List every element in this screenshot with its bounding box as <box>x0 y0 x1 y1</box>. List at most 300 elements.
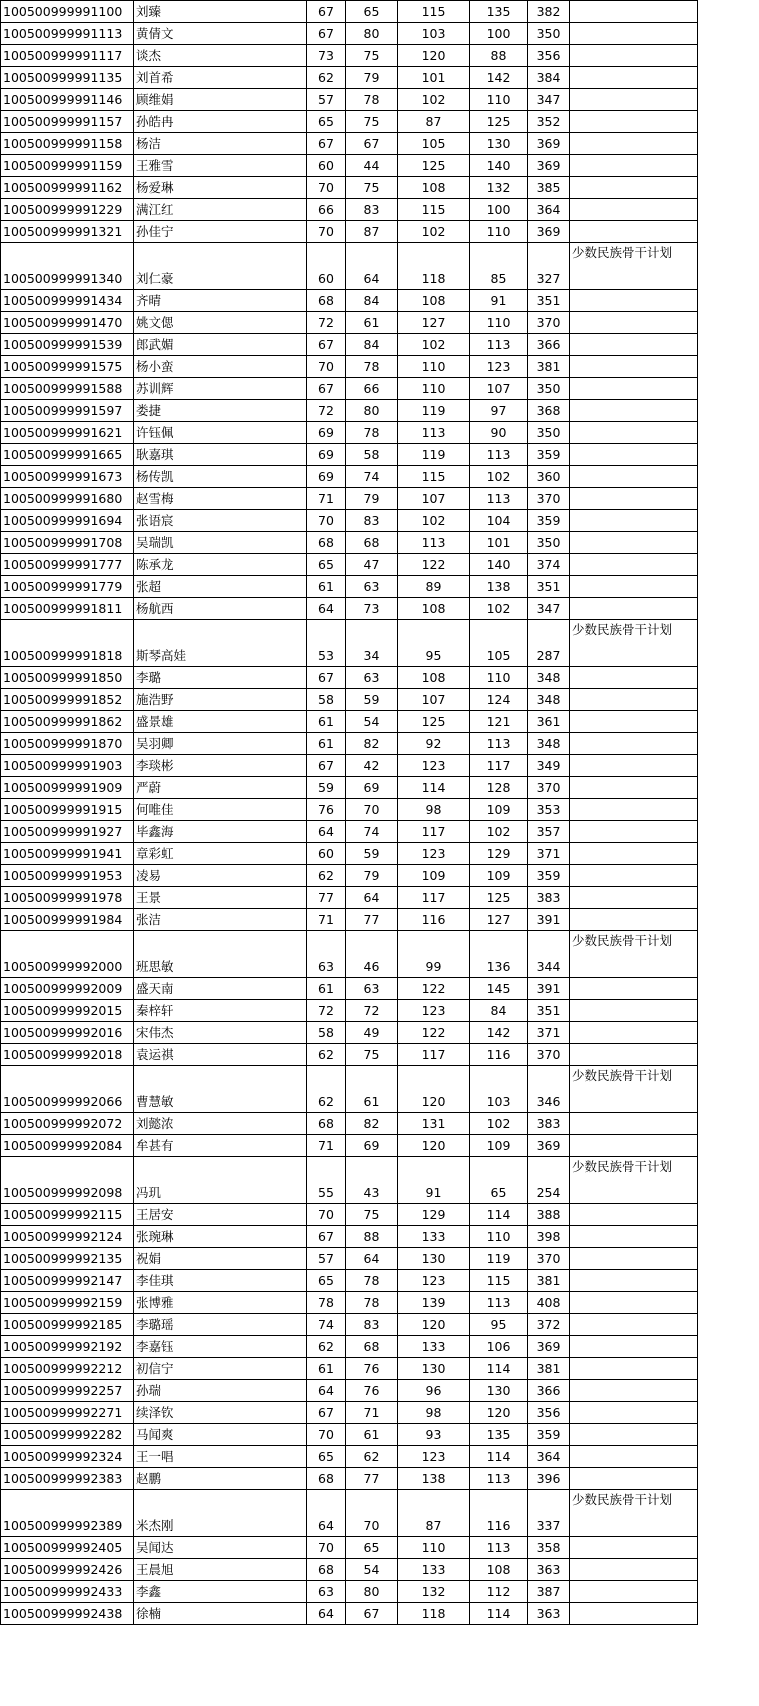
table-row <box>1 1292 698 1314</box>
remark-cell <box>570 1 698 23</box>
score-4-cell: 113 <box>470 488 528 510</box>
name-cell: 孙皓冉 <box>134 111 307 133</box>
score-1-cell: 59 <box>307 777 346 799</box>
score-2-cell: 59 <box>346 689 398 711</box>
score-1-cell: 60 <box>307 243 346 290</box>
name-cell: 马闻爽 <box>134 1424 307 1446</box>
table-row <box>1 576 698 598</box>
table-row <box>1 1113 698 1135</box>
score-2-cell: 77 <box>346 1468 398 1490</box>
score-2-cell: 59 <box>346 843 398 865</box>
score-2-cell: 79 <box>346 488 398 510</box>
table-row <box>1 1135 698 1157</box>
score-4-cell: 135 <box>470 1424 528 1446</box>
score-3-cell: 117 <box>398 1044 470 1066</box>
name-cell: 娄捷 <box>134 400 307 422</box>
total-score-cell: 348 <box>528 689 570 711</box>
score-3-cell: 102 <box>398 510 470 532</box>
exam-id-cell: 100500999992084 <box>1 1135 134 1157</box>
total-score-cell: 387 <box>528 1581 570 1603</box>
score-2-cell: 44 <box>346 155 398 177</box>
score-3-cell: 118 <box>398 243 470 290</box>
score-1-cell: 67 <box>307 755 346 777</box>
remark-cell <box>570 111 698 133</box>
total-score-cell: 384 <box>528 67 570 89</box>
score-1-cell: 57 <box>307 1248 346 1270</box>
remark-cell <box>570 1022 698 1044</box>
total-score-cell: 363 <box>528 1603 570 1625</box>
name-cell: 张琬琳 <box>134 1226 307 1248</box>
score-4-cell: 113 <box>470 733 528 755</box>
name-cell: 章彩虹 <box>134 843 307 865</box>
score-3-cell: 127 <box>398 312 470 334</box>
score-2-cell: 82 <box>346 733 398 755</box>
score-4-cell: 142 <box>470 67 528 89</box>
exam-id-cell: 100500999992426 <box>1 1559 134 1581</box>
score-2-cell: 66 <box>346 378 398 400</box>
table-row <box>1 777 698 799</box>
score-1-cell: 70 <box>307 356 346 378</box>
name-cell: 秦梓轩 <box>134 1000 307 1022</box>
exam-id-cell: 100500999991680 <box>1 488 134 510</box>
score-1-cell: 62 <box>307 865 346 887</box>
remark-cell <box>570 334 698 356</box>
score-4-cell: 110 <box>470 1226 528 1248</box>
score-3-cell: 103 <box>398 23 470 45</box>
score-1-cell: 67 <box>307 667 346 689</box>
total-score-cell: 370 <box>528 488 570 510</box>
score-1-cell: 55 <box>307 1157 346 1204</box>
score-4-cell: 110 <box>470 312 528 334</box>
score-2-cell: 76 <box>346 1380 398 1402</box>
total-score-cell: 385 <box>528 177 570 199</box>
remark-cell <box>570 1248 698 1270</box>
score-3-cell: 105 <box>398 133 470 155</box>
total-score-cell: 370 <box>528 312 570 334</box>
score-4-cell: 145 <box>470 978 528 1000</box>
exam-id-cell: 100500999991588 <box>1 378 134 400</box>
table-row <box>1 155 698 177</box>
score-2-cell: 42 <box>346 755 398 777</box>
name-cell: 袁运祺 <box>134 1044 307 1066</box>
total-score-cell: 382 <box>528 1 570 23</box>
score-4-cell: 85 <box>470 243 528 290</box>
score-3-cell: 133 <box>398 1336 470 1358</box>
score-4-cell: 103 <box>470 1066 528 1113</box>
score-4-cell: 120 <box>470 1402 528 1424</box>
score-4-cell: 115 <box>470 1270 528 1292</box>
table-row <box>1 1000 698 1022</box>
name-cell: 徐楠 <box>134 1603 307 1625</box>
table-row <box>1 1468 698 1490</box>
score-3-cell: 102 <box>398 334 470 356</box>
remark-cell <box>570 1226 698 1248</box>
score-1-cell: 72 <box>307 312 346 334</box>
exam-id-cell: 100500999991915 <box>1 799 134 821</box>
name-cell: 吴羽卿 <box>134 733 307 755</box>
score-1-cell: 63 <box>307 931 346 978</box>
name-cell: 刘仁豪 <box>134 243 307 290</box>
exam-id-cell: 100500999992271 <box>1 1402 134 1424</box>
table-row <box>1 111 698 133</box>
name-cell: 王晨旭 <box>134 1559 307 1581</box>
table-row <box>1 1537 698 1559</box>
remark-cell <box>570 755 698 777</box>
remark-cell <box>570 799 698 821</box>
total-score-cell: 381 <box>528 1358 570 1380</box>
table-row <box>1 755 698 777</box>
remark-cell <box>570 1270 698 1292</box>
score-2-cell: 75 <box>346 111 398 133</box>
score-2-cell: 73 <box>346 598 398 620</box>
remark-cell <box>570 89 698 111</box>
score-4-cell: 135 <box>470 1 528 23</box>
score-4-cell: 112 <box>470 1581 528 1603</box>
score-4-cell: 95 <box>470 1314 528 1336</box>
name-cell: 张超 <box>134 576 307 598</box>
score-3-cell: 114 <box>398 777 470 799</box>
score-1-cell: 61 <box>307 576 346 598</box>
score-3-cell: 115 <box>398 466 470 488</box>
total-score-cell: 366 <box>528 334 570 356</box>
score-4-cell: 65 <box>470 1157 528 1204</box>
score-1-cell: 69 <box>307 444 346 466</box>
table-row <box>1 221 698 243</box>
total-score-cell: 370 <box>528 1248 570 1270</box>
score-3-cell: 120 <box>398 1066 470 1113</box>
table-row <box>1 909 698 931</box>
score-4-cell: 84 <box>470 1000 528 1022</box>
exam-id-cell: 100500999991321 <box>1 221 134 243</box>
exam-id-cell: 100500999991850 <box>1 667 134 689</box>
score-2-cell: 65 <box>346 1 398 23</box>
score-2-cell: 79 <box>346 67 398 89</box>
exam-id-cell: 100500999991157 <box>1 111 134 133</box>
score-3-cell: 102 <box>398 89 470 111</box>
score-3-cell: 133 <box>398 1226 470 1248</box>
score-1-cell: 58 <box>307 689 346 711</box>
name-cell: 斯琴高娃 <box>134 620 307 667</box>
score-3-cell: 123 <box>398 1270 470 1292</box>
total-score-cell: 348 <box>528 733 570 755</box>
remark-cell <box>570 576 698 598</box>
exam-id-cell: 100500999992135 <box>1 1248 134 1270</box>
name-cell: 杨航西 <box>134 598 307 620</box>
total-score-cell: 370 <box>528 1044 570 1066</box>
table-row <box>1 1204 698 1226</box>
score-1-cell: 64 <box>307 821 346 843</box>
score-2-cell: 68 <box>346 1336 398 1358</box>
score-4-cell: 113 <box>470 1537 528 1559</box>
table-row <box>1 356 698 378</box>
score-1-cell: 62 <box>307 67 346 89</box>
score-4-cell: 104 <box>470 510 528 532</box>
score-2-cell: 70 <box>346 1490 398 1537</box>
remark-cell <box>570 777 698 799</box>
score-3-cell: 116 <box>398 909 470 931</box>
exam-id-cell: 100500999992015 <box>1 1000 134 1022</box>
exam-id-cell: 100500999991708 <box>1 532 134 554</box>
table-row <box>1 243 698 290</box>
total-score-cell: 369 <box>528 1135 570 1157</box>
table-row <box>1 177 698 199</box>
score-4-cell: 132 <box>470 177 528 199</box>
score-3-cell: 108 <box>398 598 470 620</box>
score-4-cell: 140 <box>470 155 528 177</box>
total-score-cell: 368 <box>528 400 570 422</box>
score-3-cell: 102 <box>398 221 470 243</box>
exam-id-cell: 100500999991159 <box>1 155 134 177</box>
remark-cell: 少数民族骨干计划 <box>570 1066 698 1113</box>
exam-id-cell: 100500999991158 <box>1 133 134 155</box>
score-1-cell: 57 <box>307 89 346 111</box>
total-score-cell: 348 <box>528 667 570 689</box>
exam-id-cell: 100500999992009 <box>1 978 134 1000</box>
exam-id-cell: 100500999992000 <box>1 931 134 978</box>
remark-cell <box>570 1204 698 1226</box>
total-score-cell: 374 <box>528 554 570 576</box>
remark-cell: 少数民族骨干计划 <box>570 931 698 978</box>
score-4-cell: 113 <box>470 1468 528 1490</box>
name-cell: 苏训辉 <box>134 378 307 400</box>
exam-id-cell: 100500999991673 <box>1 466 134 488</box>
score-3-cell: 123 <box>398 755 470 777</box>
score-2-cell: 68 <box>346 532 398 554</box>
remark-cell <box>570 155 698 177</box>
score-1-cell: 78 <box>307 1292 346 1314</box>
name-cell: 孙瑞 <box>134 1380 307 1402</box>
remark-cell: 少数民族骨干计划 <box>570 243 698 290</box>
score-1-cell: 72 <box>307 1000 346 1022</box>
name-cell: 牟甚有 <box>134 1135 307 1157</box>
score-3-cell: 99 <box>398 931 470 978</box>
total-score-cell: 408 <box>528 1292 570 1314</box>
table-row <box>1 1 698 23</box>
remark-cell <box>570 711 698 733</box>
score-1-cell: 65 <box>307 1270 346 1292</box>
score-4-cell: 136 <box>470 931 528 978</box>
total-score-cell: 327 <box>528 243 570 290</box>
table-row <box>1 1358 698 1380</box>
score-1-cell: 72 <box>307 400 346 422</box>
score-1-cell: 71 <box>307 1135 346 1157</box>
total-score-cell: 357 <box>528 821 570 843</box>
score-3-cell: 129 <box>398 1204 470 1226</box>
score-4-cell: 90 <box>470 422 528 444</box>
score-1-cell: 62 <box>307 1066 346 1113</box>
score-1-cell: 67 <box>307 23 346 45</box>
total-score-cell: 363 <box>528 1559 570 1581</box>
remark-cell <box>570 488 698 510</box>
score-1-cell: 66 <box>307 199 346 221</box>
total-score-cell: 364 <box>528 199 570 221</box>
exam-id-cell: 100500999992389 <box>1 1490 134 1537</box>
score-2-cell: 75 <box>346 1204 398 1226</box>
score-1-cell: 67 <box>307 1 346 23</box>
score-1-cell: 65 <box>307 1446 346 1468</box>
table-row <box>1 400 698 422</box>
score-2-cell: 74 <box>346 466 398 488</box>
score-1-cell: 68 <box>307 1468 346 1490</box>
score-2-cell: 77 <box>346 909 398 931</box>
score-2-cell: 84 <box>346 334 398 356</box>
total-score-cell: 371 <box>528 843 570 865</box>
score-3-cell: 110 <box>398 1537 470 1559</box>
total-score-cell: 369 <box>528 155 570 177</box>
score-4-cell: 88 <box>470 45 528 67</box>
name-cell: 王雅雪 <box>134 155 307 177</box>
score-2-cell: 75 <box>346 177 398 199</box>
total-score-cell: 351 <box>528 576 570 598</box>
remark-cell <box>570 821 698 843</box>
table-row <box>1 23 698 45</box>
name-cell: 张博雅 <box>134 1292 307 1314</box>
score-4-cell: 102 <box>470 821 528 843</box>
score-2-cell: 64 <box>346 243 398 290</box>
total-score-cell: 352 <box>528 111 570 133</box>
score-4-cell: 140 <box>470 554 528 576</box>
score-1-cell: 68 <box>307 532 346 554</box>
table-row <box>1 312 698 334</box>
name-cell: 李鑫 <box>134 1581 307 1603</box>
remark-cell <box>570 532 698 554</box>
score-3-cell: 89 <box>398 576 470 598</box>
score-3-cell: 107 <box>398 488 470 510</box>
remark-cell <box>570 133 698 155</box>
score-2-cell: 62 <box>346 1446 398 1468</box>
name-cell: 姚文偲 <box>134 312 307 334</box>
score-4-cell: 125 <box>470 887 528 909</box>
name-cell: 杨小蛮 <box>134 356 307 378</box>
score-4-cell: 116 <box>470 1490 528 1537</box>
table-row <box>1 466 698 488</box>
name-cell: 齐晴 <box>134 290 307 312</box>
score-2-cell: 65 <box>346 1537 398 1559</box>
score-3-cell: 98 <box>398 799 470 821</box>
score-2-cell: 67 <box>346 133 398 155</box>
name-cell: 班思敏 <box>134 931 307 978</box>
score-3-cell: 87 <box>398 1490 470 1537</box>
score-3-cell: 87 <box>398 111 470 133</box>
name-cell: 冯玑 <box>134 1157 307 1204</box>
score-1-cell: 70 <box>307 1424 346 1446</box>
total-score-cell: 346 <box>528 1066 570 1113</box>
score-1-cell: 68 <box>307 290 346 312</box>
table-row <box>1 821 698 843</box>
total-score-cell: 398 <box>528 1226 570 1248</box>
table-row <box>1 290 698 312</box>
score-2-cell: 67 <box>346 1603 398 1625</box>
score-2-cell: 72 <box>346 1000 398 1022</box>
name-cell: 张洁 <box>134 909 307 931</box>
table-row <box>1 620 698 667</box>
score-3-cell: 115 <box>398 199 470 221</box>
score-4-cell: 100 <box>470 199 528 221</box>
exam-id-cell: 100500999991597 <box>1 400 134 422</box>
score-1-cell: 68 <box>307 1113 346 1135</box>
score-3-cell: 92 <box>398 733 470 755</box>
name-cell: 米杰刚 <box>134 1490 307 1537</box>
total-score-cell: 358 <box>528 1537 570 1559</box>
score-3-cell: 130 <box>398 1358 470 1380</box>
name-cell: 初信宁 <box>134 1358 307 1380</box>
exam-id-cell: 100500999991100 <box>1 1 134 23</box>
name-cell: 顾维娟 <box>134 89 307 111</box>
name-cell: 施浩野 <box>134 689 307 711</box>
remark-cell <box>570 1113 698 1135</box>
remark-cell <box>570 1603 698 1625</box>
score-2-cell: 34 <box>346 620 398 667</box>
score-3-cell: 108 <box>398 177 470 199</box>
table-row <box>1 532 698 554</box>
total-score-cell: 369 <box>528 1336 570 1358</box>
table-row <box>1 1581 698 1603</box>
score-4-cell: 113 <box>470 1292 528 1314</box>
remark-cell <box>570 199 698 221</box>
name-cell: 赵雪梅 <box>134 488 307 510</box>
exam-id-cell: 100500999991135 <box>1 67 134 89</box>
score-1-cell: 67 <box>307 334 346 356</box>
name-cell: 杨洁 <box>134 133 307 155</box>
table-row <box>1 334 698 356</box>
remark-cell: 少数民族骨干计划 <box>570 1157 698 1204</box>
score-3-cell: 108 <box>398 667 470 689</box>
score-4-cell: 108 <box>470 1559 528 1581</box>
exam-id-cell: 100500999991340 <box>1 243 134 290</box>
exam-id-cell: 100500999992185 <box>1 1314 134 1336</box>
table-row <box>1 378 698 400</box>
name-cell: 李琰彬 <box>134 755 307 777</box>
score-1-cell: 69 <box>307 422 346 444</box>
remark-cell <box>570 177 698 199</box>
score-4-cell: 110 <box>470 89 528 111</box>
score-1-cell: 68 <box>307 1559 346 1581</box>
score-3-cell: 110 <box>398 378 470 400</box>
name-cell: 盛天南 <box>134 978 307 1000</box>
score-2-cell: 69 <box>346 777 398 799</box>
score-4-cell: 130 <box>470 133 528 155</box>
score-3-cell: 122 <box>398 1022 470 1044</box>
score-2-cell: 74 <box>346 821 398 843</box>
score-2-cell: 83 <box>346 1314 398 1336</box>
score-3-cell: 123 <box>398 1000 470 1022</box>
score-2-cell: 70 <box>346 799 398 821</box>
score-2-cell: 80 <box>346 400 398 422</box>
table-row <box>1 45 698 67</box>
total-score-cell: 366 <box>528 1380 570 1402</box>
remark-cell <box>570 23 698 45</box>
total-score-cell: 350 <box>528 422 570 444</box>
score-1-cell: 70 <box>307 221 346 243</box>
score-4-cell: 125 <box>470 111 528 133</box>
remark-cell <box>570 1000 698 1022</box>
score-3-cell: 119 <box>398 400 470 422</box>
score-2-cell: 83 <box>346 199 398 221</box>
score-4-cell: 127 <box>470 909 528 931</box>
score-1-cell: 65 <box>307 554 346 576</box>
remark-cell <box>570 689 698 711</box>
table-row <box>1 1044 698 1066</box>
name-cell: 曹慧敏 <box>134 1066 307 1113</box>
table-row <box>1 887 698 909</box>
remark-cell <box>570 1559 698 1581</box>
exam-id-cell: 100500999991818 <box>1 620 134 667</box>
name-cell: 吴瑞凯 <box>134 532 307 554</box>
score-2-cell: 75 <box>346 1044 398 1066</box>
score-2-cell: 69 <box>346 1135 398 1157</box>
score-1-cell: 53 <box>307 620 346 667</box>
table-row <box>1 711 698 733</box>
